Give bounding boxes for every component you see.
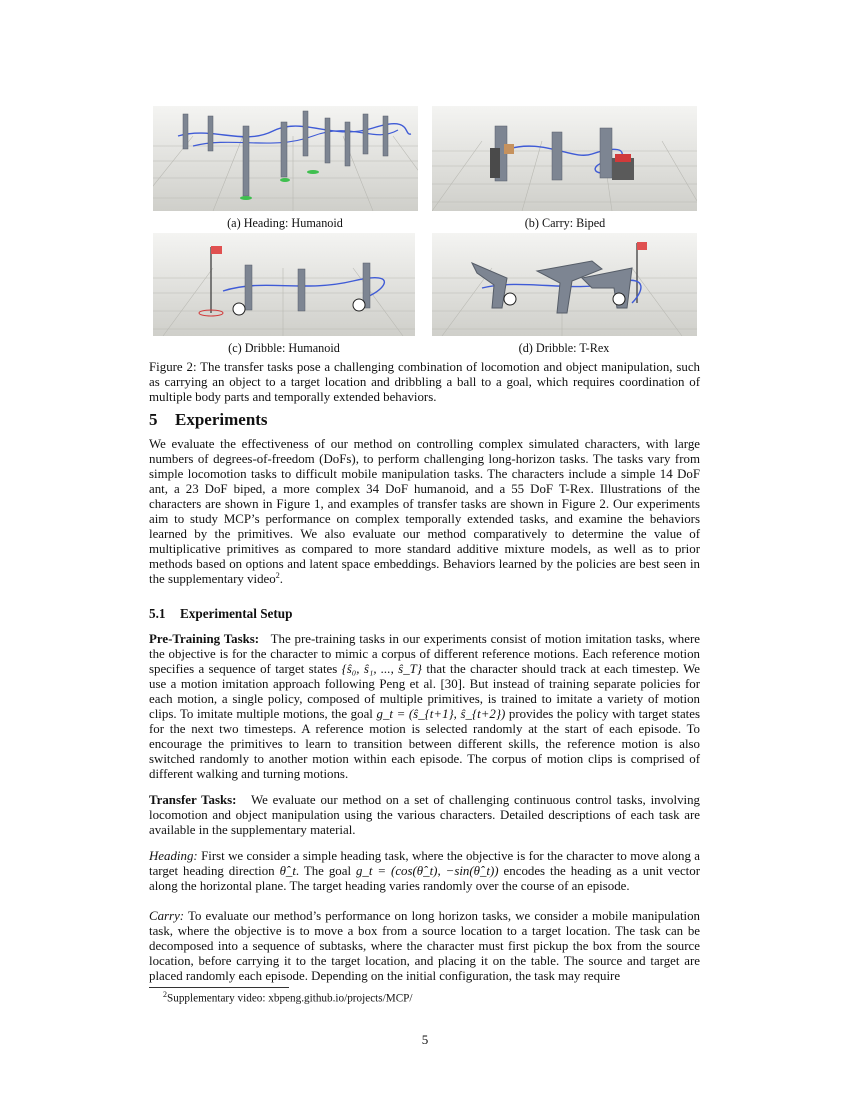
- figure-panel-carry-biped: [432, 106, 697, 211]
- pretraining-text-1: The pre-training tasks in our experiments consist of motion imitation tasks, where the objective is for the character to mimic a corpus of different reference motions. Each reference motion specifies a sequence of target states: [149, 632, 700, 676]
- dribble-humanoid-render: [153, 233, 415, 336]
- subcaption-a: (a) Heading: Humanoid: [227, 216, 343, 230]
- subsection-heading: [149, 606, 292, 622]
- subsection-number: 5.1: [149, 606, 166, 621]
- footnote-divider: [149, 987, 289, 988]
- subcaption-b: (b) Carry: Biped: [524, 216, 606, 230]
- transfer-label: Transfer Tasks:: [149, 793, 237, 807]
- footnote-mark: 2: [275, 571, 280, 580]
- pretraining-text-2: that the character should track at each timestep. We use a motion imitation approach following Peng et al. [30]. But instead of training separate policies for each motion, a single policy, composed of multiple primitives, is trained to imitate a variety of motion clips. To imitate multiple motions, the goal: [149, 662, 700, 721]
- math-target-states: {ŝ₀, ŝ₁, ..., ŝ_T}: [341, 662, 422, 676]
- section-intro-paragraph: [149, 437, 700, 587]
- figure-panel-heading-humanoid: [153, 106, 418, 211]
- math-goal-pretraining: g_t = (ŝ_{t+1}, ŝ_{t+2}): [376, 707, 506, 721]
- section-heading: [149, 410, 268, 430]
- heading-humanoid-render: [153, 106, 418, 211]
- pretraining-text-3: provides the policy with target states for the next two timesteps. A reference motion is selected randomly at the start of each episode. To encourage the primitives to learn to transition between different skills, the reference motion is also switched randomly to another motion within each episode. The corpus of motion clips is comprised of different walking and turning motions.: [149, 707, 700, 781]
- carry-biped-render: [432, 106, 697, 211]
- intro-end: .: [279, 572, 283, 586]
- figure-panel-dribble-trex: [432, 233, 697, 336]
- pretraining-paragraph: [149, 632, 700, 782]
- heading-text-2: . The goal: [295, 864, 356, 878]
- footnote-text: Supplementary video: xbpeng.github.io/projects/MCP/: [167, 992, 413, 1005]
- figure-panel-dribble-humanoid: [153, 233, 415, 336]
- transfer-paragraph: [149, 793, 700, 838]
- heading-text-1: First we consider a simple heading task, where the objective is for the character to move along a target heading direction: [149, 849, 700, 878]
- heading-text-3: encodes the heading as a unit vector along the horizontal plane. The target heading varies randomly over the course of an episode.: [149, 864, 700, 893]
- carry-text: To evaluate our method’s performance on long horizon tasks, we consider a mobile manipulation task, where the objective is to move a box from a source location to a target location. The task can be decomposed into a sequence of subtasks, where the character must first pickup the box from the source location, before carrying it to the target location, and placing it on the table. The source and target are placed randomly each episode. Depending on the initial configuration, the task may require: [149, 909, 700, 983]
- figure-caption: Figure 2: The transfer tasks pose a challenging combination of locomotion and object manipulation, such as carrying an object to a target location and dribbling a ball to a goal, which requires coordination of multiple body parts and temporally extended behaviors.: [149, 360, 700, 404]
- section-number: 5: [149, 410, 158, 429]
- pretraining-label: Pre-Training Tasks:: [149, 632, 260, 646]
- footnote: [163, 990, 412, 1005]
- page-number: 5: [421, 1032, 429, 1047]
- carry-task-paragraph: [149, 909, 700, 984]
- math-goal-heading: g_t = (cos(θ̂_t), −sin(θ̂_t)): [355, 864, 499, 878]
- intro-text: We evaluate the effectiveness of our method on controlling complex simulated characters, with large numbers of degrees-of-freedom (DoFs), to perform challenging long-horizon tasks. The tasks vary from simple locomotion tasks to difficult mobile manipulation tasks. The characters include a simple 14 DoF ant, a 23 DoF biped, a more complex 34 DoF humanoid, and a 55 DoF T-Rex. Illustrations of the characters are shown in Figure 1, and examples of transfer tasks are shown in Figure 2. Our experiments aim to study MCP’s performance on complex temporally extended tasks, and examine the behaviors learned by the primitives. We also evaluate our method comparatively to determine the value of multiplicative primitives as compared to more standard additive mixture models, as well as to prior methods based on options and latent space embeddings. Behaviors learned by the policies are best seen in the supplementary video: [149, 437, 700, 586]
- carry-label: Carry:: [149, 909, 185, 923]
- section-title: Experiments: [175, 410, 268, 429]
- subsection-title: Experimental Setup: [180, 606, 293, 621]
- heading-task-paragraph: [149, 849, 700, 894]
- heading-label: Heading:: [149, 849, 198, 863]
- subcaption-d: (d) Dribble: T-Rex: [518, 341, 610, 355]
- math-theta: θ̂_t: [279, 864, 296, 878]
- footnote-number: 2: [163, 990, 167, 999]
- subcaption-c: (c) Dribble: Humanoid: [228, 341, 340, 355]
- transfer-text: We evaluate our method on a set of challenging continuous control tasks, involving locomotion and object manipulation using the various characters. Detailed descriptions of each task are available in the supplementary material.: [149, 793, 700, 837]
- dribble-trex-render: [432, 233, 697, 336]
